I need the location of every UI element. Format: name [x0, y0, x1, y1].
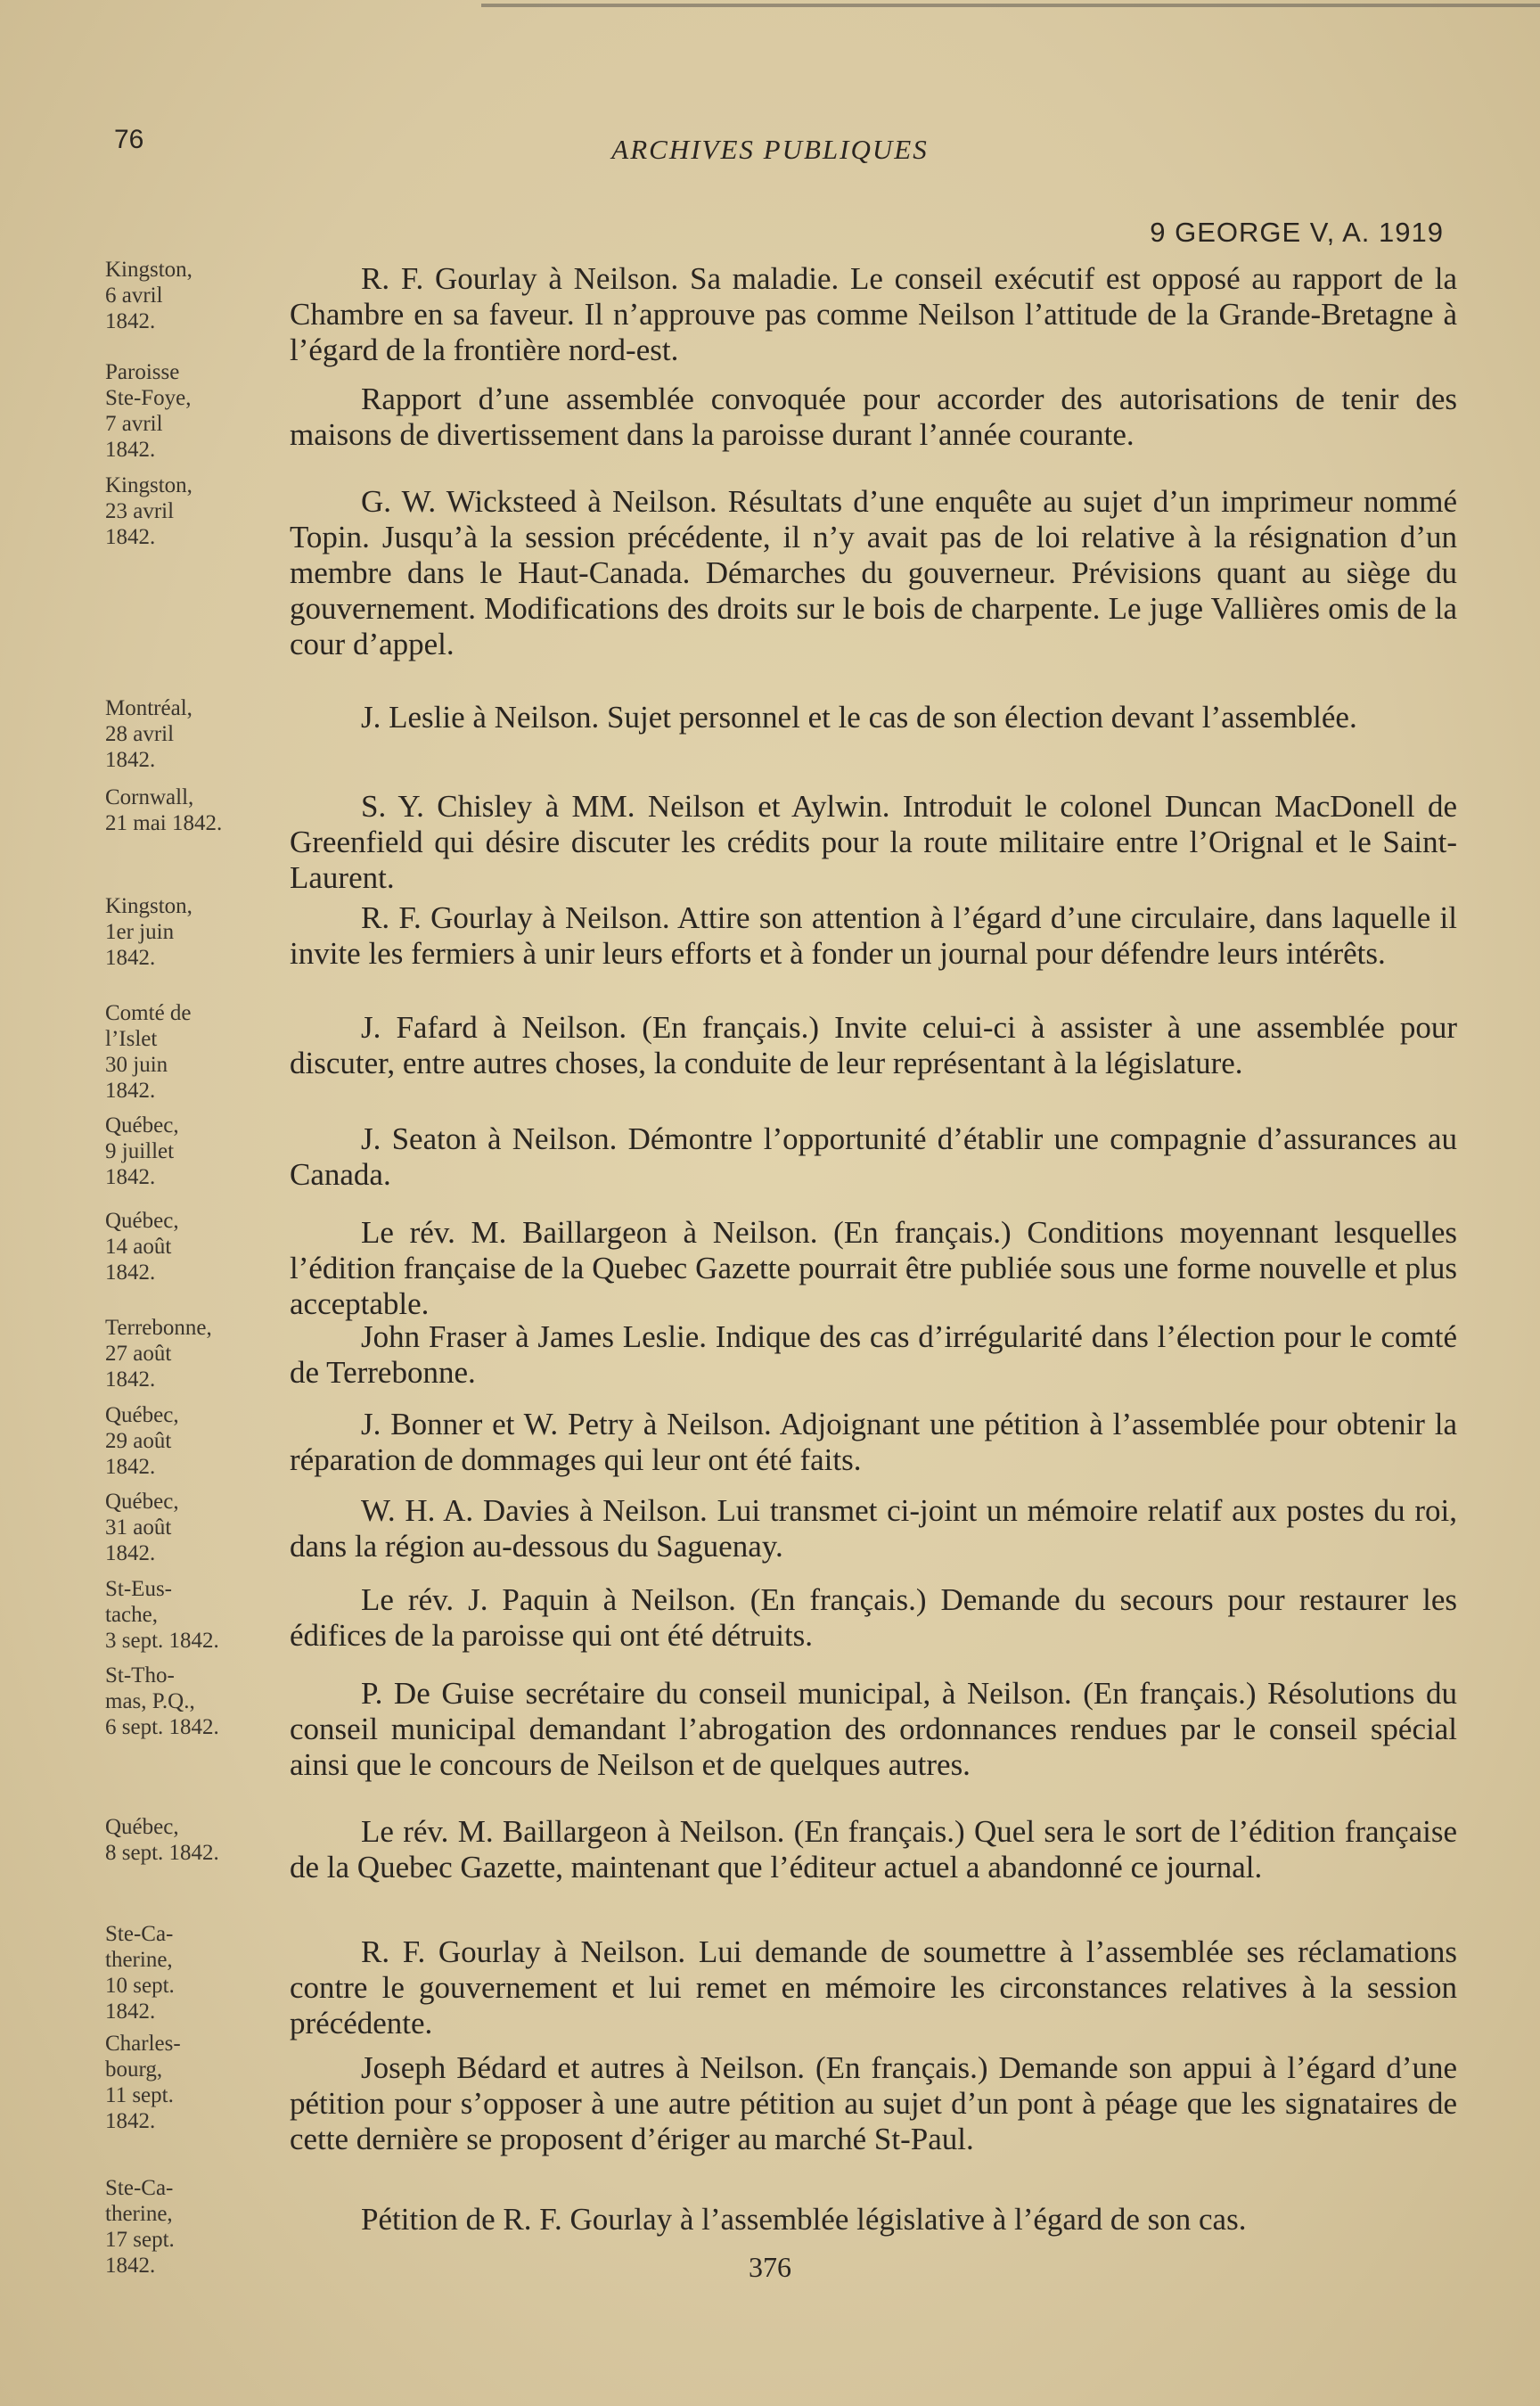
margin-date-note: Charles- bourg, 11 sept. 1842. [105, 2032, 181, 2133]
margin-date-note: St-Tho- mas, P.Q., 6 sept. 1842. [105, 1663, 219, 1739]
margin-date-note: Kingston, 6 avril 1842. [105, 258, 192, 333]
regnal-year: 9 GEORGE V, A. 1919 [1150, 217, 1444, 248]
entry-text: Joseph Bédard et autres à Neilson. (En français.) Demande son appui à l’égard d’une pétition pour s’opposer à une autre pétition au sujet d’un pont à péage que les signataires de cette dernière se proposent d’ériger au marché St-Paul. [290, 2050, 1457, 2156]
margin-date-note: Montréal, 28 avril 1842. [105, 696, 192, 772]
margin-date-note: Paroisse Ste-Foye, 7 avril 1842. [105, 360, 192, 462]
running-head: ARCHIVES PUBLIQUES [611, 134, 929, 165]
margin-date-note: Québec, 9 juillet 1842. [105, 1113, 179, 1189]
margin-date-note: Kingston, 23 avril 1842. [105, 473, 192, 549]
margin-date-note: Québec, 29 août 1842. [105, 1403, 179, 1479]
margin-date-note: Québec, 8 sept. 1842. [105, 1815, 219, 1865]
margin-date-note: Québec, 31 août 1842. [105, 1490, 179, 1565]
entry-text: Le rév. M. Baillargeon à Neilson. (En français.) Conditions moyennant lesquelles l’édition française de la Quebec Gazette pourrait être publiée sous une forme nouvelle et plus acceptable. [290, 1215, 1457, 1321]
entry-text: John Fraser à James Leslie. Indique des cas d’irrégularité dans l’élection pour le comté de Terrebonne. [290, 1319, 1457, 1390]
top-rule [481, 4, 1540, 7]
entry-text: G. W. Wicksteed à Neilson. Résultats d’une enquête au sujet d’un imprimeur nommé Topin. Jusqu’à la session précédente, il n’y avait pas de loi relative à la résignation d’un membre dans le Haut-Canada. Démarches du gouverneur. Prévisions quant au siège du gouvernement. Modifications des droits sur le bois de charpente. Le juge Vallières omis de la cour d’appel. [290, 484, 1457, 661]
entry-text: S. Y. Chisley à MM. Neilson et Aylwin. Introduit le colonel Duncan MacDonell de Greenfield qui désire discuter les crédits pour la route militaire entre l’Orignal et le Saint-Laurent. [290, 789, 1457, 895]
entry-text: Le rév. M. Baillargeon à Neilson. (En français.) Quel sera le sort de l’édition française de la Quebec Gazette, maintenant que l’éditeur actuel a abandonné ce journal. [290, 1814, 1457, 1885]
margin-date-note: Cornwall, 21 mai 1842. [105, 785, 223, 835]
page-number: 76 [114, 125, 144, 154]
folio-number: 376 [749, 2251, 791, 2283]
entry-text: W. H. A. Davies à Neilson. Lui transmet ci-joint un mémoire relatif aux postes du roi, dans la région au-dessous du Saguenay. [290, 1493, 1457, 1564]
margin-date-note: Terrebonne, 27 août 1842. [105, 1316, 212, 1392]
entry-text: R. F. Gourlay à Neilson. Sa maladie. Le conseil exécutif est opposé au rapport de la Chambre en sa faveur. Il n’approuve pas comme Neilson l’attitude de la Grande-Bretagne à l’égard de la frontière nord-est. [290, 261, 1457, 367]
entry-text: P. De Guise secrétaire du conseil municipal, à Neilson. (En français.) Résolutions du conseil municipal demandant l’abrogation des ordonnances rendues par le conseil spécial ainsi que le concours de Neilson et de quelques autres. [290, 1676, 1457, 1782]
entry-text: R. F. Gourlay à Neilson. Attire son attention à l’égard d’une circulaire, dans laquelle il invite les fermiers à unir leurs efforts et à fonder un journal pour défendre leurs intérêts. [290, 900, 1457, 971]
margin-date-note: Ste-Ca- therine, 17 sept. 1842. [105, 2176, 175, 2278]
entry-text: J. Seaton à Neilson. Démontre l’opportunité d’établir une compagnie d’assurances au Canada. [290, 1121, 1457, 1192]
margin-date-note: Ste-Ca- therine, 10 sept. 1842. [105, 1922, 175, 2024]
margin-date-note: Comté de l’Islet 30 juin 1842. [105, 1001, 192, 1103]
entry-text: Pétition de R. F. Gourlay à l’assemblée législative à l’égard de son cas. [361, 2202, 1247, 2237]
entry-text: R. F. Gourlay à Neilson. Lui demande de soumettre à l’assemblée ses réclamations contre le gouvernement et lui remet en mémoire les circonstances relatives à la session précédente. [290, 1934, 1457, 2041]
entry-text: J. Bonner et W. Petry à Neilson. Adjoignant une pétition à l’assemblée pour obtenir la réparation de dommages qui leur ont été faits. [290, 1407, 1457, 1477]
entry-text: Rapport d’une assemblée convoquée pour accorder des autorisations de tenir des maisons de divertissement dans la paroisse durant l’année courante. [290, 382, 1457, 452]
margin-date-note: St-Eus- tache, 3 sept. 1842. [105, 1577, 219, 1653]
entry-text: Le rév. J. Paquin à Neilson. (En français.) Demande du secours pour restaurer les édifices de la paroisse qui ont été détruits. [290, 1582, 1457, 1653]
entry-text: J. Leslie à Neilson. Sujet personnel et le cas de son élection devant l’assemblée. [361, 700, 1357, 735]
margin-date-note: Kingston, 1er juin 1842. [105, 894, 192, 970]
entry-text: J. Fafard à Neilson. (En français.) Invite celui-ci à assister à une assemblée pour discuter, entre autres choses, la conduite de leur représentant à la législature. [290, 1010, 1457, 1080]
margin-date-note: Québec, 14 août 1842. [105, 1209, 179, 1285]
